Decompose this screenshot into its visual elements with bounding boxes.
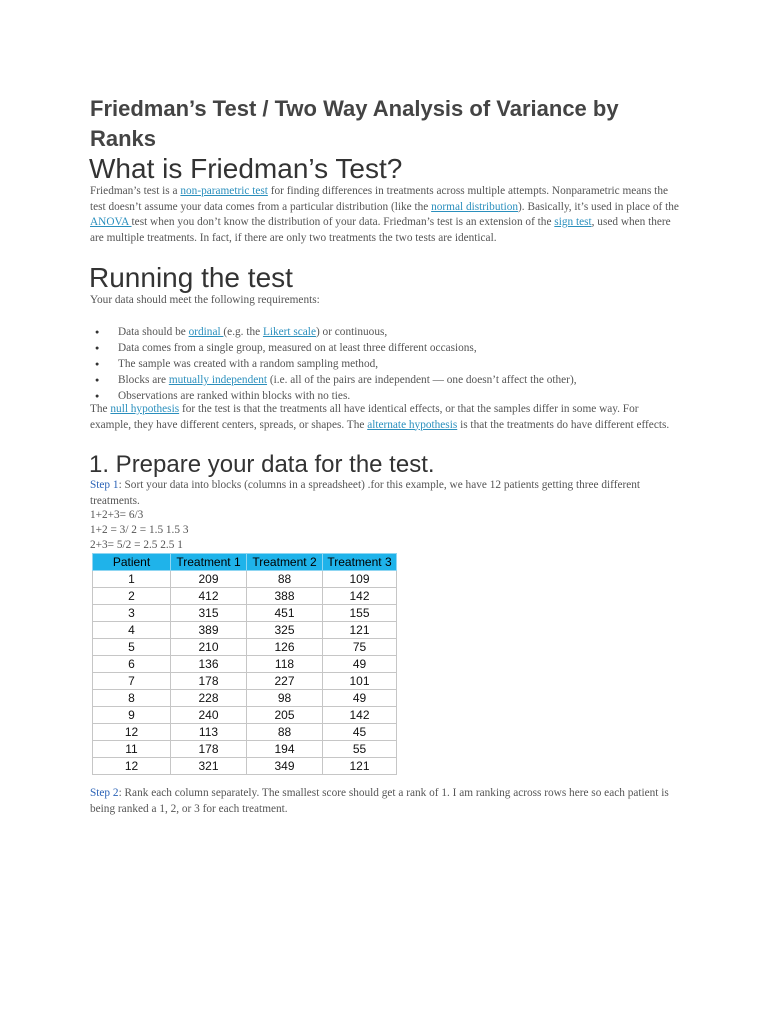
cell: 142 [323,588,397,605]
heading-running-the-test: Running the test [89,262,293,293]
cell: 412 [171,588,247,605]
list-item: ● Data comes from a single group, measured on at least three different occasions, [90,340,690,356]
header-treatment-2: Treatment 2 [247,554,323,571]
cell: 88 [247,571,323,588]
cell: 6 [93,656,171,673]
cell: 55 [323,741,397,758]
table-row [93,741,397,758]
text-segment: Blocks are [118,374,169,386]
data-table [92,553,397,775]
link-null-hypothesis[interactable]: null hypothesis [110,403,180,415]
heading-prepare-data: 1. Prepare your data for the test. [89,451,435,478]
cell: 7 [93,673,171,690]
table-row [93,588,397,605]
cell: 4 [93,622,171,639]
cell: 118 [247,656,323,673]
link-likert-scale[interactable]: Likert scale [262,326,316,338]
link-normal-distribution[interactable]: normal distribution [431,200,519,213]
text-segment: Friedman’s test is an extension of the [383,216,555,228]
link-ordinal[interactable]: ordinal [188,326,224,338]
text-segment: : Rank each column separately. The smallest score should get a rank of 1. I am ranking across rows here so each patient is being ranked a 1, 2, or 3 for each treatment. [90,787,669,815]
cell: 155 [323,605,397,622]
cell: 109 [323,571,397,588]
link-anova[interactable]: ANOVA [90,216,132,228]
text-segment: Friedman’s test is a [90,185,181,197]
cell: 1 [93,571,171,588]
list-item: ● Observations are ranked within blocks with no ties. [90,388,690,404]
cell: 451 [247,605,323,622]
cell: 49 [323,690,397,707]
cell: 227 [247,673,323,690]
cell: 98 [247,690,323,707]
link-non-parametric-test[interactable]: non-parametric test [180,185,268,197]
list-item: ● The sample was created with a random sampling method, [90,356,690,372]
cell: 325 [247,622,323,639]
cell: 126 [247,639,323,656]
cell: 178 [171,741,247,758]
cell: 228 [171,690,247,707]
cell: 209 [171,571,247,588]
calc-line-3: 2+3= 5/2 = 2.5 2.5 1 [90,539,183,551]
table-row [93,724,397,741]
cell: 388 [247,588,323,605]
header-treatment-1: Treatment 1 [171,554,247,571]
text-segment: test when you don’t know the distribution of your data. [131,216,381,228]
cell: 210 [171,639,247,656]
text-segment: Data should be [118,326,189,338]
header-patient: Patient [93,554,171,571]
cell: 194 [247,741,323,758]
text-segment: (i.e. all of the pairs are independent — one doesn’t affect the other), [267,374,577,386]
text-segment: , used when there are multiple treatments. In fact, if there are only two treatments the two tests are identical. [90,216,671,244]
cell: 113 [171,724,247,741]
list-item [90,324,690,340]
text-segment: (e.g. the [223,326,263,338]
cell: 88 [247,724,323,741]
cell: 12 [93,758,171,775]
cell: 178 [171,673,247,690]
table-row [93,605,397,622]
table-row [93,758,397,775]
table-header-row [93,554,397,571]
calc-line-2: 1+2 = 3/ 2 = 1.5 1.5 3 [90,524,189,536]
heading-what-is: What is Friedman’s Test? [89,153,403,184]
cell: 142 [323,707,397,724]
text-segment: ). Basically, it’s used in place of the [518,200,679,213]
cell: 321 [171,758,247,775]
cell: 315 [171,605,247,622]
cell: 121 [323,758,397,775]
cell: 9 [93,707,171,724]
table-row [93,673,397,690]
cell: 8 [93,690,171,707]
cell: 3 [93,605,171,622]
header-treatment-3: Treatment 3 [323,554,397,571]
calc-line-1: 1+2+3= 6/3 [90,509,144,521]
cell: 136 [171,656,247,673]
paragraph-what-is [90,184,682,246]
table-row [93,690,397,707]
text-segment: Nonparametric means the test doesn’t assume your data comes from a particular distribution (like the [90,185,668,213]
table-row [93,656,397,673]
list-item [90,372,690,388]
link-mutually-independent[interactable]: mutually independent [168,374,268,386]
text-segment: for finding differences in treatments across multiple attempts. [267,185,550,197]
requirements-intro: Your data should meet the following requirements: [90,294,320,306]
text-segment: : Sort your data into blocks (columns in a spreadsheet) .for this example, we have 12 patients getting three different treatments. [90,479,641,507]
step1-label: Step 1 [90,479,119,491]
text-segment: ) or continuous, [315,326,388,338]
cell: 5 [93,639,171,656]
link-sign-test[interactable]: sign test [554,216,592,228]
cell: 45 [323,724,397,741]
text-segment: The [90,403,111,415]
cell: 205 [247,707,323,724]
cell: 11 [93,741,171,758]
cell: 389 [171,622,247,639]
cell: 75 [323,639,397,656]
cell: 12 [93,724,171,741]
step2-label: Step 2 [90,787,119,799]
table-row [93,622,397,639]
link-alternate-hypothesis[interactable]: alternate hypothesis [367,418,458,431]
cell: 121 [323,622,397,639]
table-row [93,639,397,656]
cell: 101 [323,673,397,690]
step1-paragraph [90,478,682,509]
table-row [93,571,397,588]
page-title: Friedman’s Test / Two Way Analysis of Variance by Ranks [90,96,619,151]
step2-paragraph [90,786,682,817]
paragraph-hypothesis [90,402,682,433]
cell: 240 [171,707,247,724]
cell: 349 [247,758,323,775]
text-segment: is that the treatments do have different effects. [457,418,670,431]
cell: 49 [323,656,397,673]
requirements-list [90,324,690,404]
cell: 2 [93,588,171,605]
table-row [93,707,397,724]
text-segment: for the test is that the treatments all have identical effects, or that the samples differ in some way. For example, they have different centers, spreads, or shapes. The [90,403,639,431]
